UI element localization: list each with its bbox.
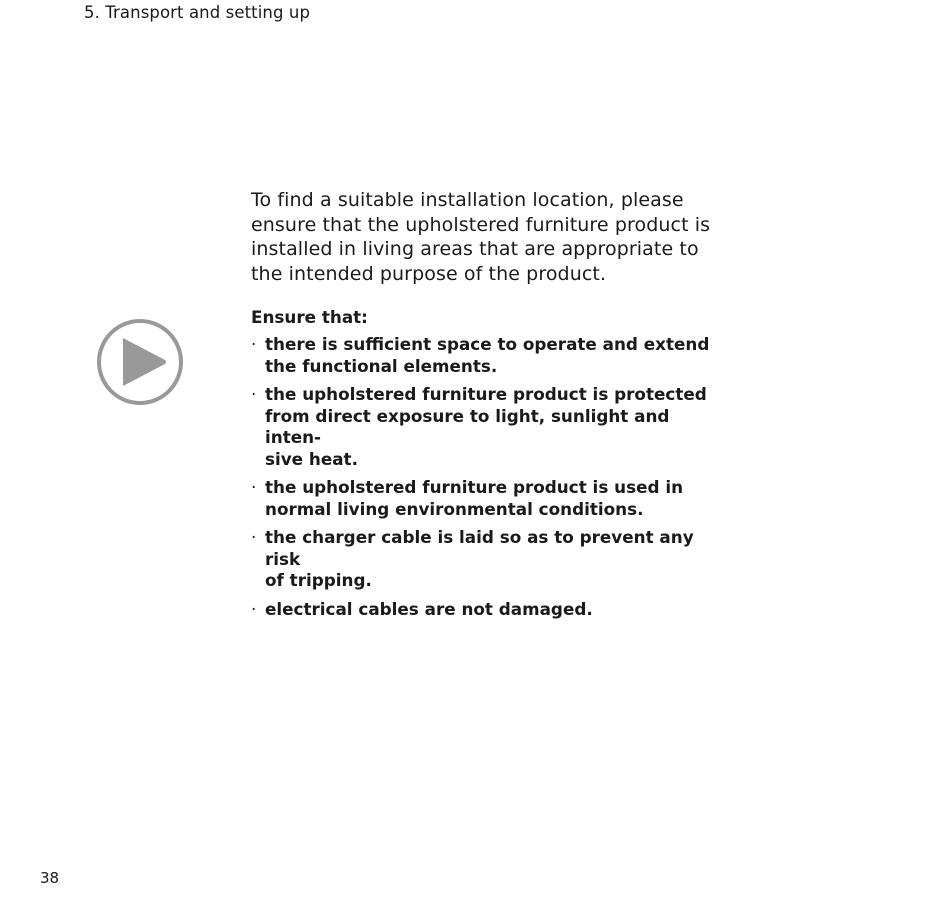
bullet-line: the upholstered furniture product is protected <box>265 384 707 404</box>
list-item <box>251 599 721 621</box>
bullet-line: there is sufficient space to operate and extend <box>265 334 710 354</box>
page-number: 38 <box>40 869 60 887</box>
running-header: 5. Transport and setting up <box>84 3 311 22</box>
bullet-line: sive heat. <box>265 448 358 469</box>
bullet-mark: · <box>251 384 257 404</box>
intro-line: the intended purpose of the product. <box>251 262 607 285</box>
bullet-mark: · <box>251 334 257 354</box>
bullet-mark: · <box>251 598 257 619</box>
bullet-line: the charger cable is laid so as to prevent any risk <box>265 527 694 569</box>
list-item <box>251 334 721 377</box>
intro-line: installed in living areas that are appropriate to <box>251 238 699 260</box>
intro-line: ensure that the upholstered furniture product is <box>251 213 711 236</box>
main-content <box>251 188 721 627</box>
bullet-mark: · <box>251 527 257 547</box>
bullet-line: the upholstered furniture product is used in <box>265 477 684 497</box>
requirements-list <box>251 334 721 620</box>
bullet-line: the functional elements. <box>265 355 498 376</box>
list-item <box>251 477 721 520</box>
play-circle-icon <box>96 318 184 406</box>
ensure-heading: Ensure that: <box>251 307 368 327</box>
intro-line: To find a suitable installation location, please <box>251 189 684 211</box>
bullet-line: from direct exposure to light, sunlight and inten- <box>265 405 670 447</box>
bullet-line: normal living environmental conditions. <box>265 498 644 519</box>
bullet-mark: · <box>251 477 257 497</box>
intro-paragraph <box>251 188 721 286</box>
bullet-line: of tripping. <box>265 570 372 590</box>
bullet-line: electrical cables are not damaged. <box>265 598 593 619</box>
list-item <box>251 527 721 592</box>
list-item <box>251 384 721 470</box>
